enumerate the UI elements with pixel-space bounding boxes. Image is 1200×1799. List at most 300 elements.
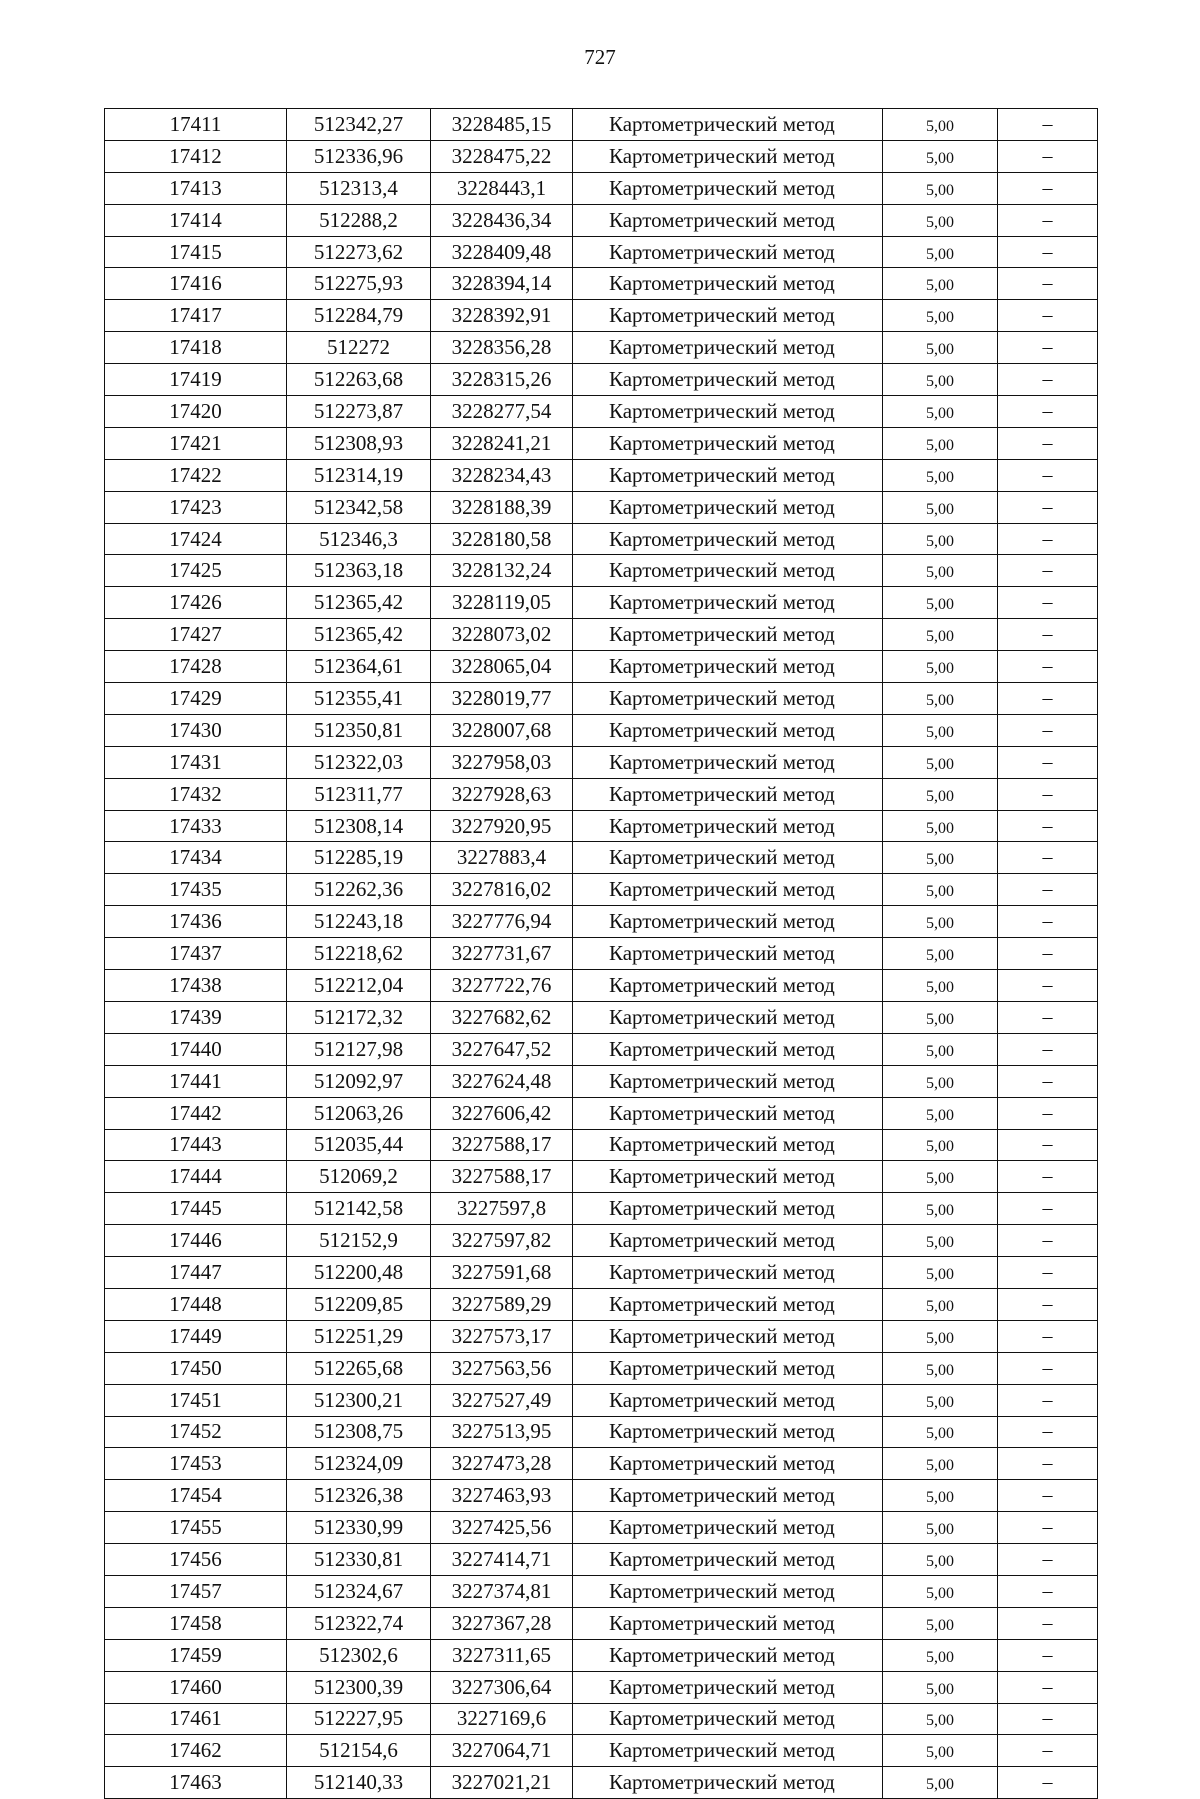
y-coordinate-cell: 3227958,03 (431, 746, 573, 778)
table-row (105, 1193, 1098, 1225)
accuracy-cell: 5,00 (883, 1480, 998, 1512)
y-coordinate-cell: 3228188,39 (431, 491, 573, 523)
x-coordinate-cell: 512314,19 (287, 459, 431, 491)
table-row (105, 1480, 1098, 1512)
x-coordinate-cell: 512288,2 (287, 204, 431, 236)
point-number-cell: 17431 (105, 746, 287, 778)
y-coordinate-cell: 3227374,81 (431, 1575, 573, 1607)
method-cell: Картометрический метод (573, 1607, 883, 1639)
table-row (105, 746, 1098, 778)
y-coordinate-cell: 3227731,67 (431, 938, 573, 970)
y-coordinate-cell: 3228241,21 (431, 427, 573, 459)
accuracy-cell: 5,00 (883, 1639, 998, 1671)
point-number-cell: 17415 (105, 236, 287, 268)
y-coordinate-cell: 3228356,28 (431, 332, 573, 364)
method-cell: Картометрический метод (573, 1193, 883, 1225)
x-coordinate-cell: 512308,14 (287, 810, 431, 842)
accuracy-cell: 5,00 (883, 332, 998, 364)
note-cell: – (998, 459, 1098, 491)
point-number-cell: 17429 (105, 683, 287, 715)
x-coordinate-cell: 512200,48 (287, 1257, 431, 1289)
note-cell: – (998, 1639, 1098, 1671)
note-cell: – (998, 1065, 1098, 1097)
point-number-cell: 17453 (105, 1448, 287, 1480)
point-number-cell: 17435 (105, 874, 287, 906)
method-cell: Картометрический метод (573, 109, 883, 141)
method-cell: Картометрический метод (573, 1416, 883, 1448)
accuracy-cell: 5,00 (883, 1320, 998, 1352)
method-cell: Картометрический метод (573, 746, 883, 778)
method-cell: Картометрический метод (573, 459, 883, 491)
x-coordinate-cell: 512322,74 (287, 1607, 431, 1639)
y-coordinate-cell: 3227425,56 (431, 1512, 573, 1544)
note-cell: – (998, 1001, 1098, 1033)
point-number-cell: 17436 (105, 906, 287, 938)
y-coordinate-cell: 3228409,48 (431, 236, 573, 268)
y-coordinate-cell: 3227682,62 (431, 1001, 573, 1033)
x-coordinate-cell: 512311,77 (287, 778, 431, 810)
accuracy-cell: 5,00 (883, 810, 998, 842)
y-coordinate-cell: 3227883,4 (431, 842, 573, 874)
method-cell: Картометрический метод (573, 714, 883, 746)
table-row (105, 1607, 1098, 1639)
table-row (105, 109, 1098, 141)
note-cell: – (998, 300, 1098, 332)
note-cell: – (998, 1480, 1098, 1512)
x-coordinate-cell: 512092,97 (287, 1065, 431, 1097)
y-coordinate-cell: 3227527,49 (431, 1384, 573, 1416)
note-cell: – (998, 906, 1098, 938)
note-cell: – (998, 1193, 1098, 1225)
accuracy-cell: 5,00 (883, 523, 998, 555)
method-cell: Картометрический метод (573, 619, 883, 651)
point-number-cell: 17437 (105, 938, 287, 970)
method-cell: Картометрический метод (573, 1767, 883, 1799)
note-cell: – (998, 427, 1098, 459)
point-number-cell: 17455 (105, 1512, 287, 1544)
table-row (105, 459, 1098, 491)
x-coordinate-cell: 512272 (287, 332, 431, 364)
method-cell: Картометрический метод (573, 1575, 883, 1607)
y-coordinate-cell: 3227776,94 (431, 906, 573, 938)
x-coordinate-cell: 512263,68 (287, 364, 431, 396)
y-coordinate-cell: 3227169,6 (431, 1703, 573, 1735)
note-cell: – (998, 491, 1098, 523)
table-row (105, 204, 1098, 236)
x-coordinate-cell: 512302,6 (287, 1639, 431, 1671)
y-coordinate-cell: 3227513,95 (431, 1416, 573, 1448)
x-coordinate-cell: 512308,93 (287, 427, 431, 459)
method-cell: Картометрический метод (573, 1033, 883, 1065)
note-cell: – (998, 651, 1098, 683)
table-row (105, 523, 1098, 555)
y-coordinate-cell: 3228234,43 (431, 459, 573, 491)
table-row (105, 427, 1098, 459)
method-cell: Картометрический метод (573, 491, 883, 523)
note-cell: – (998, 204, 1098, 236)
accuracy-cell: 5,00 (883, 746, 998, 778)
note-cell: – (998, 1097, 1098, 1129)
y-coordinate-cell: 3227573,17 (431, 1320, 573, 1352)
table-row (105, 1257, 1098, 1289)
note-cell: – (998, 396, 1098, 428)
x-coordinate-cell: 512140,33 (287, 1767, 431, 1799)
note-cell: – (998, 1767, 1098, 1799)
accuracy-cell: 5,00 (883, 1161, 998, 1193)
x-coordinate-cell: 512330,99 (287, 1512, 431, 1544)
point-number-cell: 17449 (105, 1320, 287, 1352)
note-cell: – (998, 1416, 1098, 1448)
note-cell: – (998, 938, 1098, 970)
accuracy-cell: 5,00 (883, 427, 998, 459)
y-coordinate-cell: 3228392,91 (431, 300, 573, 332)
accuracy-cell: 5,00 (883, 300, 998, 332)
x-coordinate-cell: 512324,67 (287, 1575, 431, 1607)
x-coordinate-cell: 512285,19 (287, 842, 431, 874)
y-coordinate-cell: 3227606,42 (431, 1097, 573, 1129)
point-number-cell: 17417 (105, 300, 287, 332)
table-row (105, 651, 1098, 683)
method-cell: Картометрический метод (573, 1257, 883, 1289)
table-row (105, 300, 1098, 332)
method-cell: Картометрический метод (573, 555, 883, 587)
point-number-cell: 17412 (105, 140, 287, 172)
note-cell: – (998, 1575, 1098, 1607)
accuracy-cell: 5,00 (883, 1257, 998, 1289)
point-number-cell: 17434 (105, 842, 287, 874)
method-cell: Картометрический метод (573, 587, 883, 619)
note-cell: – (998, 810, 1098, 842)
table-row (105, 619, 1098, 651)
table-row (105, 140, 1098, 172)
note-cell: – (998, 1384, 1098, 1416)
note-cell: – (998, 140, 1098, 172)
y-coordinate-cell: 3227306,64 (431, 1671, 573, 1703)
accuracy-cell: 5,00 (883, 1448, 998, 1480)
method-cell: Картометрический метод (573, 906, 883, 938)
method-cell: Картометрический метод (573, 172, 883, 204)
point-number-cell: 17425 (105, 555, 287, 587)
y-coordinate-cell: 3228475,22 (431, 140, 573, 172)
point-number-cell: 17462 (105, 1735, 287, 1767)
table-row (105, 1001, 1098, 1033)
y-coordinate-cell: 3227920,95 (431, 810, 573, 842)
note-cell: – (998, 236, 1098, 268)
accuracy-cell: 5,00 (883, 651, 998, 683)
accuracy-cell: 5,00 (883, 204, 998, 236)
y-coordinate-cell: 3227597,8 (431, 1193, 573, 1225)
x-coordinate-cell: 512265,68 (287, 1352, 431, 1384)
method-cell: Картометрический метод (573, 140, 883, 172)
accuracy-cell: 5,00 (883, 842, 998, 874)
point-number-cell: 17439 (105, 1001, 287, 1033)
x-coordinate-cell: 512273,87 (287, 396, 431, 428)
method-cell: Картометрический метод (573, 1448, 883, 1480)
y-coordinate-cell: 3228180,58 (431, 523, 573, 555)
table-row (105, 810, 1098, 842)
note-cell: – (998, 874, 1098, 906)
table-row (105, 1512, 1098, 1544)
method-cell: Картометрический метод (573, 1512, 883, 1544)
point-number-cell: 17418 (105, 332, 287, 364)
method-cell: Картометрический метод (573, 1703, 883, 1735)
point-number-cell: 17445 (105, 1193, 287, 1225)
x-coordinate-cell: 512330,81 (287, 1544, 431, 1576)
accuracy-cell: 5,00 (883, 1288, 998, 1320)
point-number-cell: 17447 (105, 1257, 287, 1289)
accuracy-cell: 5,00 (883, 1065, 998, 1097)
accuracy-cell: 5,00 (883, 1671, 998, 1703)
table-row (105, 714, 1098, 746)
accuracy-cell: 5,00 (883, 459, 998, 491)
method-cell: Картометрический метод (573, 332, 883, 364)
table-row (105, 1767, 1098, 1799)
y-coordinate-cell: 3228394,14 (431, 268, 573, 300)
note-cell: – (998, 1320, 1098, 1352)
note-cell: – (998, 1161, 1098, 1193)
note-cell: – (998, 683, 1098, 715)
accuracy-cell: 5,00 (883, 1575, 998, 1607)
note-cell: – (998, 970, 1098, 1002)
point-number-cell: 17461 (105, 1703, 287, 1735)
table-row (105, 1416, 1098, 1448)
y-coordinate-cell: 3227591,68 (431, 1257, 573, 1289)
note-cell: – (998, 1544, 1098, 1576)
table-row (105, 1544, 1098, 1576)
note-cell: – (998, 1448, 1098, 1480)
method-cell: Картометрический метод (573, 938, 883, 970)
note-cell: – (998, 523, 1098, 555)
point-number-cell: 17441 (105, 1065, 287, 1097)
table-row (105, 1639, 1098, 1671)
y-coordinate-cell: 3228443,1 (431, 172, 573, 204)
accuracy-cell: 5,00 (883, 1703, 998, 1735)
table-row (105, 1735, 1098, 1767)
method-cell: Картометрический метод (573, 1639, 883, 1671)
method-cell: Картометрический метод (573, 1544, 883, 1576)
x-coordinate-cell: 512154,6 (287, 1735, 431, 1767)
table-row (105, 332, 1098, 364)
y-coordinate-cell: 3228485,15 (431, 109, 573, 141)
y-coordinate-cell: 3228277,54 (431, 396, 573, 428)
y-coordinate-cell: 3227722,76 (431, 970, 573, 1002)
point-number-cell: 17457 (105, 1575, 287, 1607)
method-cell: Картометрический метод (573, 810, 883, 842)
page-number: 727 (584, 45, 616, 69)
point-number-cell: 17451 (105, 1384, 287, 1416)
table-body (105, 109, 1098, 1799)
x-coordinate-cell: 512300,39 (287, 1671, 431, 1703)
method-cell: Картометрический метод (573, 1480, 883, 1512)
accuracy-cell: 5,00 (883, 396, 998, 428)
y-coordinate-cell: 3227597,82 (431, 1225, 573, 1257)
point-number-cell: 17463 (105, 1767, 287, 1799)
table-row (105, 1033, 1098, 1065)
note-cell: – (998, 1033, 1098, 1065)
note-cell: – (998, 332, 1098, 364)
y-coordinate-cell: 3228132,24 (431, 555, 573, 587)
note-cell: – (998, 778, 1098, 810)
point-number-cell: 17456 (105, 1544, 287, 1576)
point-number-cell: 17446 (105, 1225, 287, 1257)
x-coordinate-cell: 512063,26 (287, 1097, 431, 1129)
note-cell: – (998, 587, 1098, 619)
accuracy-cell: 5,00 (883, 714, 998, 746)
x-coordinate-cell: 512342,27 (287, 109, 431, 141)
table-row (105, 396, 1098, 428)
accuracy-cell: 5,00 (883, 1001, 998, 1033)
accuracy-cell: 5,00 (883, 1607, 998, 1639)
note-cell: – (998, 268, 1098, 300)
note-cell: – (998, 1703, 1098, 1735)
accuracy-cell: 5,00 (883, 587, 998, 619)
point-number-cell: 17414 (105, 204, 287, 236)
point-number-cell: 17430 (105, 714, 287, 746)
accuracy-cell: 5,00 (883, 491, 998, 523)
point-number-cell: 17432 (105, 778, 287, 810)
x-coordinate-cell: 512350,81 (287, 714, 431, 746)
accuracy-cell: 5,00 (883, 109, 998, 141)
note-cell: – (998, 1352, 1098, 1384)
note-cell: – (998, 172, 1098, 204)
table-row (105, 970, 1098, 1002)
table-row (105, 587, 1098, 619)
method-cell: Картометрический метод (573, 268, 883, 300)
table-row (105, 1129, 1098, 1161)
point-number-cell: 17440 (105, 1033, 287, 1065)
accuracy-cell: 5,00 (883, 970, 998, 1002)
accuracy-cell: 5,00 (883, 172, 998, 204)
y-coordinate-cell: 3227473,28 (431, 1448, 573, 1480)
point-number-cell: 17421 (105, 427, 287, 459)
note-cell: – (998, 842, 1098, 874)
table-row (105, 555, 1098, 587)
x-coordinate-cell: 512251,29 (287, 1320, 431, 1352)
table-row (105, 1320, 1098, 1352)
y-coordinate-cell: 3228073,02 (431, 619, 573, 651)
x-coordinate-cell: 512364,61 (287, 651, 431, 683)
table-row (105, 236, 1098, 268)
x-coordinate-cell: 512342,58 (287, 491, 431, 523)
method-cell: Картометрический метод (573, 683, 883, 715)
x-coordinate-cell: 512212,04 (287, 970, 431, 1002)
y-coordinate-cell: 3227463,93 (431, 1480, 573, 1512)
y-coordinate-cell: 3227647,52 (431, 1033, 573, 1065)
table-row (105, 1384, 1098, 1416)
table-row (105, 172, 1098, 204)
point-number-cell: 17448 (105, 1288, 287, 1320)
y-coordinate-cell: 3227414,71 (431, 1544, 573, 1576)
x-coordinate-cell: 512069,2 (287, 1161, 431, 1193)
method-cell: Картометрический метод (573, 651, 883, 683)
method-cell: Картометрический метод (573, 1001, 883, 1033)
y-coordinate-cell: 3227588,17 (431, 1129, 573, 1161)
table-row (105, 938, 1098, 970)
point-number-cell: 17413 (105, 172, 287, 204)
y-coordinate-cell: 3228436,34 (431, 204, 573, 236)
y-coordinate-cell: 3227624,48 (431, 1065, 573, 1097)
table-row (105, 874, 1098, 906)
table-row (105, 491, 1098, 523)
method-cell: Картометрический метод (573, 523, 883, 555)
method-cell: Картометрический метод (573, 1384, 883, 1416)
accuracy-cell: 5,00 (883, 778, 998, 810)
point-number-cell: 17460 (105, 1671, 287, 1703)
x-coordinate-cell: 512035,44 (287, 1129, 431, 1161)
y-coordinate-cell: 3228007,68 (431, 714, 573, 746)
x-coordinate-cell: 512127,98 (287, 1033, 431, 1065)
accuracy-cell: 5,00 (883, 1384, 998, 1416)
note-cell: – (998, 555, 1098, 587)
method-cell: Картометрический метод (573, 1320, 883, 1352)
point-number-cell: 17459 (105, 1639, 287, 1671)
table-row (105, 1097, 1098, 1129)
point-number-cell: 17422 (105, 459, 287, 491)
note-cell: – (998, 1607, 1098, 1639)
point-number-cell: 17444 (105, 1161, 287, 1193)
x-coordinate-cell: 512300,21 (287, 1384, 431, 1416)
y-coordinate-cell: 3227928,63 (431, 778, 573, 810)
accuracy-cell: 5,00 (883, 555, 998, 587)
accuracy-cell: 5,00 (883, 1225, 998, 1257)
method-cell: Картометрический метод (573, 970, 883, 1002)
method-cell: Картометрический метод (573, 1225, 883, 1257)
x-coordinate-cell: 512243,18 (287, 906, 431, 938)
x-coordinate-cell: 512275,93 (287, 268, 431, 300)
point-number-cell: 17411 (105, 109, 287, 141)
method-cell: Картометрический метод (573, 1065, 883, 1097)
method-cell: Картометрический метод (573, 204, 883, 236)
method-cell: Картометрический метод (573, 1097, 883, 1129)
point-number-cell: 17424 (105, 523, 287, 555)
accuracy-cell: 5,00 (883, 874, 998, 906)
accuracy-cell: 5,00 (883, 1416, 998, 1448)
accuracy-cell: 5,00 (883, 1767, 998, 1799)
point-number-cell: 17443 (105, 1129, 287, 1161)
note-cell: – (998, 109, 1098, 141)
point-number-cell: 17433 (105, 810, 287, 842)
method-cell: Картометрический метод (573, 236, 883, 268)
x-coordinate-cell: 512209,85 (287, 1288, 431, 1320)
accuracy-cell: 5,00 (883, 1544, 998, 1576)
method-cell: Картометрический метод (573, 1161, 883, 1193)
note-cell: – (998, 1225, 1098, 1257)
method-cell: Картометрический метод (573, 874, 883, 906)
note-cell: – (998, 619, 1098, 651)
note-cell: – (998, 1129, 1098, 1161)
table-row (105, 1703, 1098, 1735)
y-coordinate-cell: 3227367,28 (431, 1607, 573, 1639)
point-number-cell: 17419 (105, 364, 287, 396)
table-row (105, 842, 1098, 874)
accuracy-cell: 5,00 (883, 938, 998, 970)
x-coordinate-cell: 512365,42 (287, 619, 431, 651)
y-coordinate-cell: 3227064,71 (431, 1735, 573, 1767)
x-coordinate-cell: 512273,62 (287, 236, 431, 268)
x-coordinate-cell: 512313,4 (287, 172, 431, 204)
accuracy-cell: 5,00 (883, 1512, 998, 1544)
note-cell: – (998, 1735, 1098, 1767)
table-row (105, 778, 1098, 810)
y-coordinate-cell: 3227563,56 (431, 1352, 573, 1384)
accuracy-cell: 5,00 (883, 1193, 998, 1225)
accuracy-cell: 5,00 (883, 236, 998, 268)
method-cell: Картометрический метод (573, 396, 883, 428)
table-row (105, 1352, 1098, 1384)
y-coordinate-cell: 3228065,04 (431, 651, 573, 683)
point-number-cell: 17458 (105, 1607, 287, 1639)
x-coordinate-cell: 512227,95 (287, 1703, 431, 1735)
